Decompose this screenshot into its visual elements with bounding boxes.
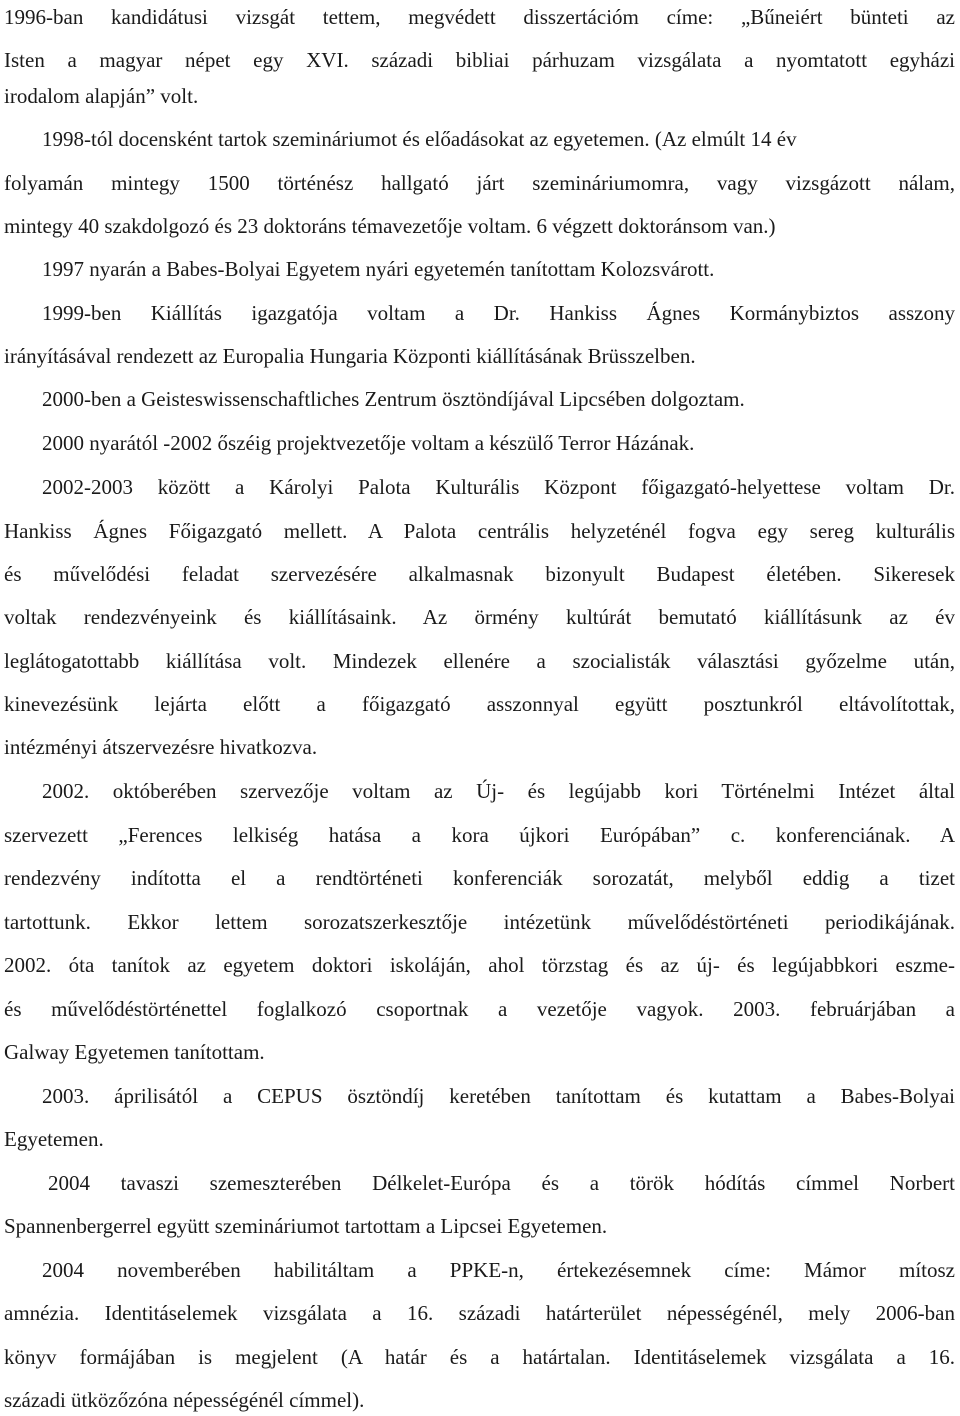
- text-line: 1998-tól docensként tartok szemináriumot és előadásokat az egyetemen. (Az elmúlt 14 év: [42, 127, 797, 151]
- text-line: folyamán mintegy 1500 történész hallgató járt szemináriumomra, vagy vizsgázott nálam,: [4, 171, 955, 195]
- text-line: 2000 nyarától -2002 őszéig projektvezetője voltam a készülő Terror Házának.: [42, 431, 695, 455]
- text-line: és művelődéstörténettel foglalkozó csoportnak a vezetője vagyok. 2003. februárjában a: [4, 997, 955, 1021]
- text-line: rendezvény indította el a rendtörténeti konferenciák sorozatát, melyből eddig a tizet: [4, 866, 955, 890]
- text-line: irodalom alapján” volt.: [4, 84, 199, 108]
- text-line: Egyetemen.: [4, 1127, 104, 1151]
- text-line: tartottunk. Ekkor lettem sorozatszerkesztője intézetünk művelődéstörténeti periodikájának.: [4, 910, 955, 934]
- text-line: 2002-2003 között a Károlyi Palota Kulturális Központ főigazgató-helyettese voltam Dr.: [42, 475, 955, 499]
- text-line: 1999-ben Kiállítás igazgatója voltam a Dr. Hankiss Ágnes Kormánybiztos asszony: [42, 301, 955, 325]
- text-line: Spannenbergerrel együtt szemináriumot tartottam a Lipcsei Egyetemen.: [4, 1214, 608, 1238]
- text-line: 1996-ban kandidátusi vizsgát tettem, megvédett disszertációm címe: „Bűneiért bünteti az: [4, 5, 955, 29]
- text-line: 2004 tavaszi szemeszterében Délkelet-Európa és a török hódítás címmel Norbert: [48, 1171, 955, 1195]
- text-line: és művelődési feladat szervezésére alkalmasnak bizonyult Budapest életében. Sikeresek: [4, 562, 955, 586]
- text-line: századi ütközőzóna népességénél címmel).: [4, 1388, 365, 1412]
- text-line: amnézia. Identitáselemek vizsgálata a 16. századi határterület népességénél, mely 2006-ban: [4, 1301, 955, 1325]
- text-line: voltak rendezvényeink és kiállításaink. Az örmény kultúrát bemutató kiállításunk az év: [4, 605, 955, 629]
- text-line: Hankiss Ágnes Főigazgató mellett. A Palota centrális helyzeténél fogva egy sereg kulturális: [4, 519, 955, 543]
- text-line: 2003. áprilisától a CEPUS ösztöndíj keretében tanítottam és kutattam a Babes-Bolyai: [42, 1084, 955, 1108]
- text-line: 2002. óta tanítok az egyetem doktori iskoláján, ahol törzstag és az új- és legújabbkori eszme-: [4, 953, 955, 977]
- text-line: 2000-ben a Geisteswissenschaftliches Zentrum ösztöndíjával Lipcsében dolgoztam.: [42, 387, 745, 411]
- text-line: Galway Egyetemen tanítottam.: [4, 1040, 265, 1064]
- text-line: könyv formájában is megjelent (A határ és a határtalan. Identitáselemek vizsgálata a 16.: [4, 1345, 955, 1369]
- text-line: intézményi átszervezésre hivatkozva.: [4, 735, 318, 759]
- text-line: leglátogatottabb kiállítása volt. Mindezek ellenére a szocialisták választási győzelme után,: [4, 649, 955, 673]
- text-line: kinevezésünk lejárta előtt a főigazgató asszonnyal együtt posztunkról eltávolítottak,: [4, 692, 955, 716]
- text-line: 2004 novemberében habilitáltam a PPKE-n, értekezésemnek címe: Mámor mítosz: [42, 1258, 955, 1282]
- text-line: irányításával rendezett az Europalia Hungaria Központi kiállításának Brüsszelben.: [4, 344, 696, 368]
- text-line: 2002. októberében szervezője voltam az Új- és legújabb kori Történelmi Intézet által: [42, 779, 955, 803]
- text-line: mintegy 40 szakdolgozó és 23 doktoráns témavezetője voltam. 6 végzett doktoránsom van.): [4, 214, 776, 238]
- text-line: 1997 nyarán a Babes-Bolyai Egyetem nyári egyetemén tanítottam Kolozsvárott.: [42, 257, 715, 281]
- text-line: Isten a magyar népet egy XVI. századi bibliai párhuzam vizsgálata a nyomtatott egyházi: [4, 48, 955, 72]
- text-line: szervezett „Ferences lelkiség hatása a kora újkori Európában” c. konferenciának. A: [4, 823, 955, 847]
